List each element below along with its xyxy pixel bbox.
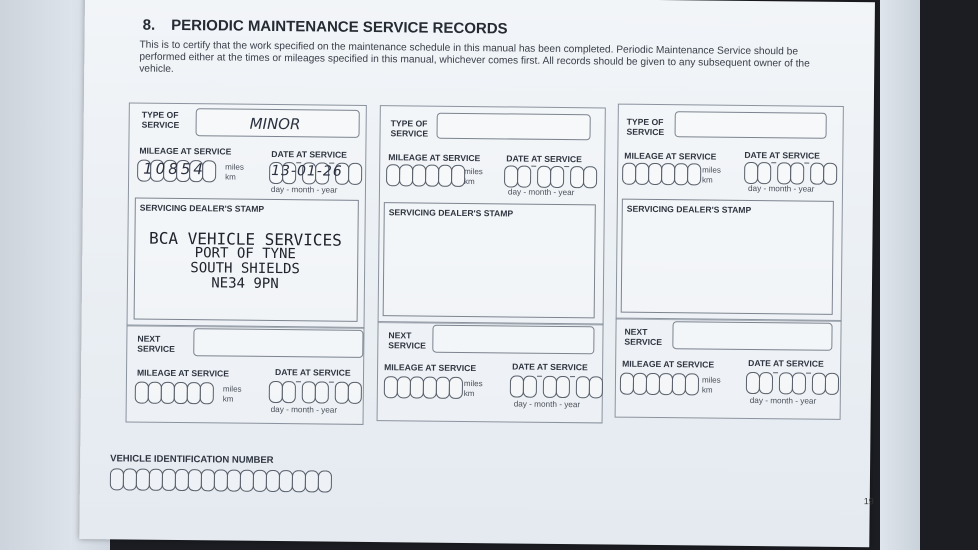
next-date-boxes[interactable] (269, 381, 361, 404)
next-service-label-2: NEXT SERVICE (388, 330, 426, 351)
miles-unit-2: miles (464, 166, 483, 177)
type-of-service-label-3: TYPE OF SERVICE (626, 116, 665, 138)
dealer-stamp (145, 228, 346, 293)
mileage-at-service-label: MILEAGE AT SERVICE (139, 145, 232, 157)
next-km-unit-3: km (701, 385, 713, 395)
next-mileage-label-3: MILEAGE AT SERVICE (622, 358, 715, 370)
dmy-hint-3: day - month - year (747, 183, 815, 194)
next-mileage-label-2: MILEAGE AT SERVICE (384, 362, 477, 374)
date-at-service-label-2: DATE AT SERVICE (506, 153, 582, 165)
next-date-label-2: DATE AT SERVICE (512, 361, 588, 373)
miles-unit: miles (225, 162, 244, 172)
dealer-stamp-box-3 (621, 199, 834, 315)
date-at-service-label-3: DATE AT SERVICE (744, 149, 821, 161)
right-page-edge (880, 0, 920, 550)
dealer-stamp-label-3: SERVICING DEALER'S STAMP (626, 203, 752, 215)
next-mileage-label: MILEAGE AT SERVICE (136, 367, 230, 379)
next-dmy-hint-2: day - month - year (513, 399, 581, 410)
next-dmy-hint: day - month - year (270, 404, 338, 415)
next-date-boxes-3[interactable] (746, 372, 838, 395)
service-record-1 (127, 102, 367, 328)
stamp-line-1: BCA VEHICLE SERVICES (149, 228, 342, 250)
date-boxes-3[interactable] (744, 162, 836, 185)
page-number: 19 (863, 496, 874, 507)
next-service-3 (615, 318, 842, 420)
next-mileage-boxes[interactable] (135, 382, 213, 405)
next-date-boxes-2[interactable] (510, 375, 602, 398)
date-value: 13-01-26 (271, 162, 343, 180)
section-title (143, 17, 508, 38)
section-number: 8. (142, 16, 156, 34)
date-at-service-label: DATE AT SERVICE (271, 148, 347, 160)
dealer-stamp-label-2: SERVICING DEALER'S STAMP (388, 207, 514, 219)
dmy-hint-2: day - month - year (507, 187, 575, 198)
vin-label: VEHICLE IDENTIFICATION NUMBER (110, 453, 274, 466)
vin-boxes[interactable] (110, 468, 331, 492)
next-service-field-3[interactable] (672, 321, 832, 351)
mileage-at-service-label-2: MILEAGE AT SERVICE (388, 152, 481, 164)
next-service-field[interactable] (193, 328, 363, 358)
mileage-boxes-3[interactable] (622, 163, 700, 186)
dmy-hint: day - month - year (270, 184, 338, 195)
next-service-1 (126, 324, 365, 424)
section-heading: PERIODIC MAINTENANCE SERVICE RECORDS (171, 16, 508, 38)
next-date-label: DATE AT SERVICE (274, 367, 351, 378)
next-service-field-2[interactable] (432, 325, 594, 355)
km-unit-3: km (702, 175, 713, 185)
type-of-service-value: MINOR (249, 114, 301, 134)
km-unit-2: km (464, 176, 475, 187)
date-boxes-2[interactable] (504, 165, 596, 188)
next-miles-unit: miles (222, 384, 242, 394)
type-of-service-field-3[interactable] (675, 111, 827, 139)
service-record-2 (378, 105, 606, 325)
next-km-unit: km (222, 394, 234, 404)
mileage-at-service-label-3: MILEAGE AT SERVICE (624, 150, 717, 162)
intro-text: This is to certify that the work specified on the maintenance schedule in this manual has been completed. Periodic Maintenance Service should be performed either at the times or mileages specified in this manual, whichever comes first. All records should be given to any subsequent owner of the vehicle. (139, 39, 810, 75)
stamp-line-3: SOUTH SHIELDS (190, 260, 300, 278)
next-date-label-3: DATE AT SERVICE (748, 357, 824, 369)
dealer-stamp-label: SERVICING DEALER'S STAMP (139, 202, 265, 214)
next-miles-unit-2: miles (463, 378, 483, 389)
service-record-3 (616, 104, 844, 322)
mileage-boxes-2[interactable] (386, 164, 464, 187)
km-unit: km (225, 172, 236, 182)
next-km-unit-2: km (463, 388, 475, 399)
mileage-value: 10854 (143, 159, 206, 179)
stamp-line-4: NE34 9PN (211, 275, 279, 293)
manual-page (79, 0, 875, 547)
next-service-label-3: NEXT SERVICE (624, 326, 663, 348)
dealer-stamp-box-2 (383, 202, 596, 318)
next-dmy-hint-3: day - month - year (749, 395, 817, 406)
miles-unit-3: miles (702, 165, 721, 175)
next-mileage-boxes-3[interactable] (620, 373, 698, 396)
type-of-service-label-2: TYPE OF SERVICE (390, 118, 429, 139)
next-mileage-boxes-2[interactable] (384, 376, 462, 399)
dealer-stamp-box (134, 198, 359, 322)
type-of-service-label: TYPE OF SERVICE (141, 109, 180, 130)
stamp-line-2: PORT OF TYNE (194, 245, 296, 263)
type-of-service-field-2[interactable] (437, 113, 591, 141)
next-service-2 (377, 321, 604, 423)
next-miles-unit-3: miles (701, 375, 721, 385)
next-service-label: NEXT SERVICE (137, 333, 175, 354)
